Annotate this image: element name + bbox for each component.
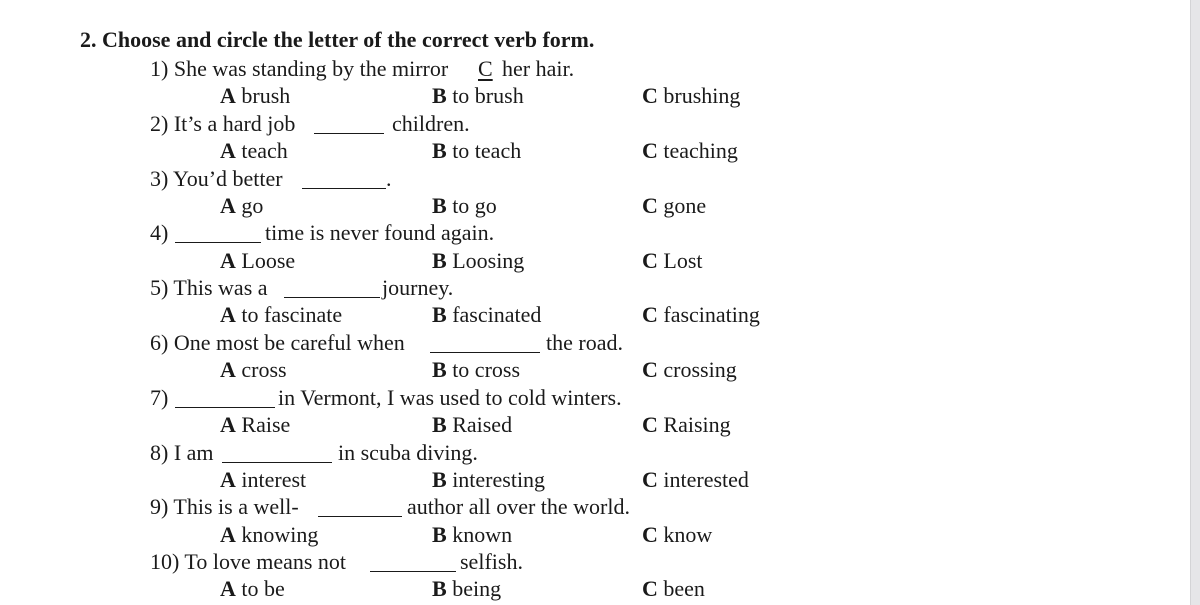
question-1-stem-after: her hair. (502, 56, 575, 81)
question-7-option-c[interactable]: C Raising (642, 412, 731, 437)
question-6-option-c[interactable]: C crossing (642, 357, 737, 382)
question-6-stem-before: 6) One most be careful when (150, 330, 405, 355)
question-3-option-a[interactable]: A go (220, 193, 264, 218)
question-4-option-c[interactable]: C Lost (642, 248, 703, 273)
question-1-option-a[interactable]: A brush (220, 83, 291, 108)
question-7-blank[interactable] (175, 407, 275, 408)
question-2-option-b[interactable]: B to teach (432, 138, 522, 163)
question-5-blank[interactable] (284, 297, 380, 298)
question-1-option-c[interactable]: C brushing (642, 83, 741, 108)
question-8-stem-after: in scuba diving. (338, 440, 478, 465)
question-4-option-b[interactable]: B Loosing (432, 248, 525, 273)
question-10-stem-before: 10) To love means not (150, 549, 347, 574)
question-8-option-a[interactable]: A interest (220, 467, 307, 492)
question-3-option-c[interactable]: C gone (642, 193, 707, 218)
question-1-stem-before: She was standing by the mirror (173, 56, 449, 81)
question-10-option-c[interactable]: C been (642, 576, 705, 601)
question-9-option-a[interactable]: A knowing (220, 522, 319, 547)
exercise-heading: 2. Choose and circle the letter of the correct verb form. (80, 27, 595, 52)
question-5-stem-after: journey. (382, 275, 454, 300)
question-7-number: 7) (150, 385, 169, 410)
question-10-stem-after: selfish. (460, 549, 523, 574)
question-6-stem-after: the road. (546, 330, 623, 355)
question-5-stem-before: 5) This was a (150, 275, 268, 300)
question-10-option-a[interactable]: A to be (220, 576, 285, 601)
question-8-stem-before: 8) I am (150, 440, 214, 465)
question-8-option-b[interactable]: B interesting (432, 467, 546, 492)
question-3-stem-after: . (386, 166, 392, 191)
question-1 (150, 56, 448, 82)
question-6-blank[interactable] (430, 352, 540, 353)
question-1-option-b[interactable]: B to brush (432, 83, 524, 108)
question-5-option-c[interactable]: C fascinating (642, 302, 760, 327)
question-7-option-b[interactable]: B Raised (432, 412, 513, 437)
question-9-option-b[interactable]: B known (432, 522, 513, 547)
question-1-number: 1) (150, 56, 169, 81)
question-10-blank[interactable] (370, 571, 456, 572)
question-5-option-b[interactable]: B fascinated (432, 302, 542, 327)
question-7-option-a[interactable]: A Raise (220, 412, 291, 437)
question-9-stem-before: 9) This is a well- (150, 494, 299, 519)
question-4-option-a[interactable]: A Loose (220, 248, 296, 273)
question-3-stem-before: 3) You’d better (150, 166, 283, 191)
question-3-option-b[interactable]: B to go (432, 193, 497, 218)
question-9-option-c[interactable]: C know (642, 522, 713, 547)
question-7-stem-after: in Vermont, I was used to cold winters. (278, 385, 622, 410)
question-9-stem-after: author all over the world. (407, 494, 630, 519)
question-6-option-a[interactable]: A cross (220, 357, 287, 382)
question-6-option-b[interactable]: B to cross (432, 357, 521, 382)
question-4-stem-after: time is never found again. (265, 220, 495, 245)
question-9-blank[interactable] (318, 516, 402, 517)
question-2-option-c[interactable]: C teaching (642, 138, 738, 163)
question-2-stem-before: 2) It’s a hard job (150, 111, 296, 136)
question-5-option-a[interactable]: A to fascinate (220, 302, 343, 327)
question-4-number: 4) (150, 220, 169, 245)
question-8-option-c[interactable]: C interested (642, 467, 749, 492)
question-4-blank[interactable] (175, 242, 261, 243)
question-2-stem-after: children. (392, 111, 470, 136)
question-3-blank[interactable] (302, 188, 386, 189)
question-2-blank[interactable] (314, 133, 384, 134)
question-2-option-a[interactable]: A teach (220, 138, 288, 163)
question-10-option-b[interactable]: B being (432, 576, 502, 601)
question-1-answer: C (478, 56, 493, 81)
question-8-blank[interactable] (222, 462, 332, 463)
